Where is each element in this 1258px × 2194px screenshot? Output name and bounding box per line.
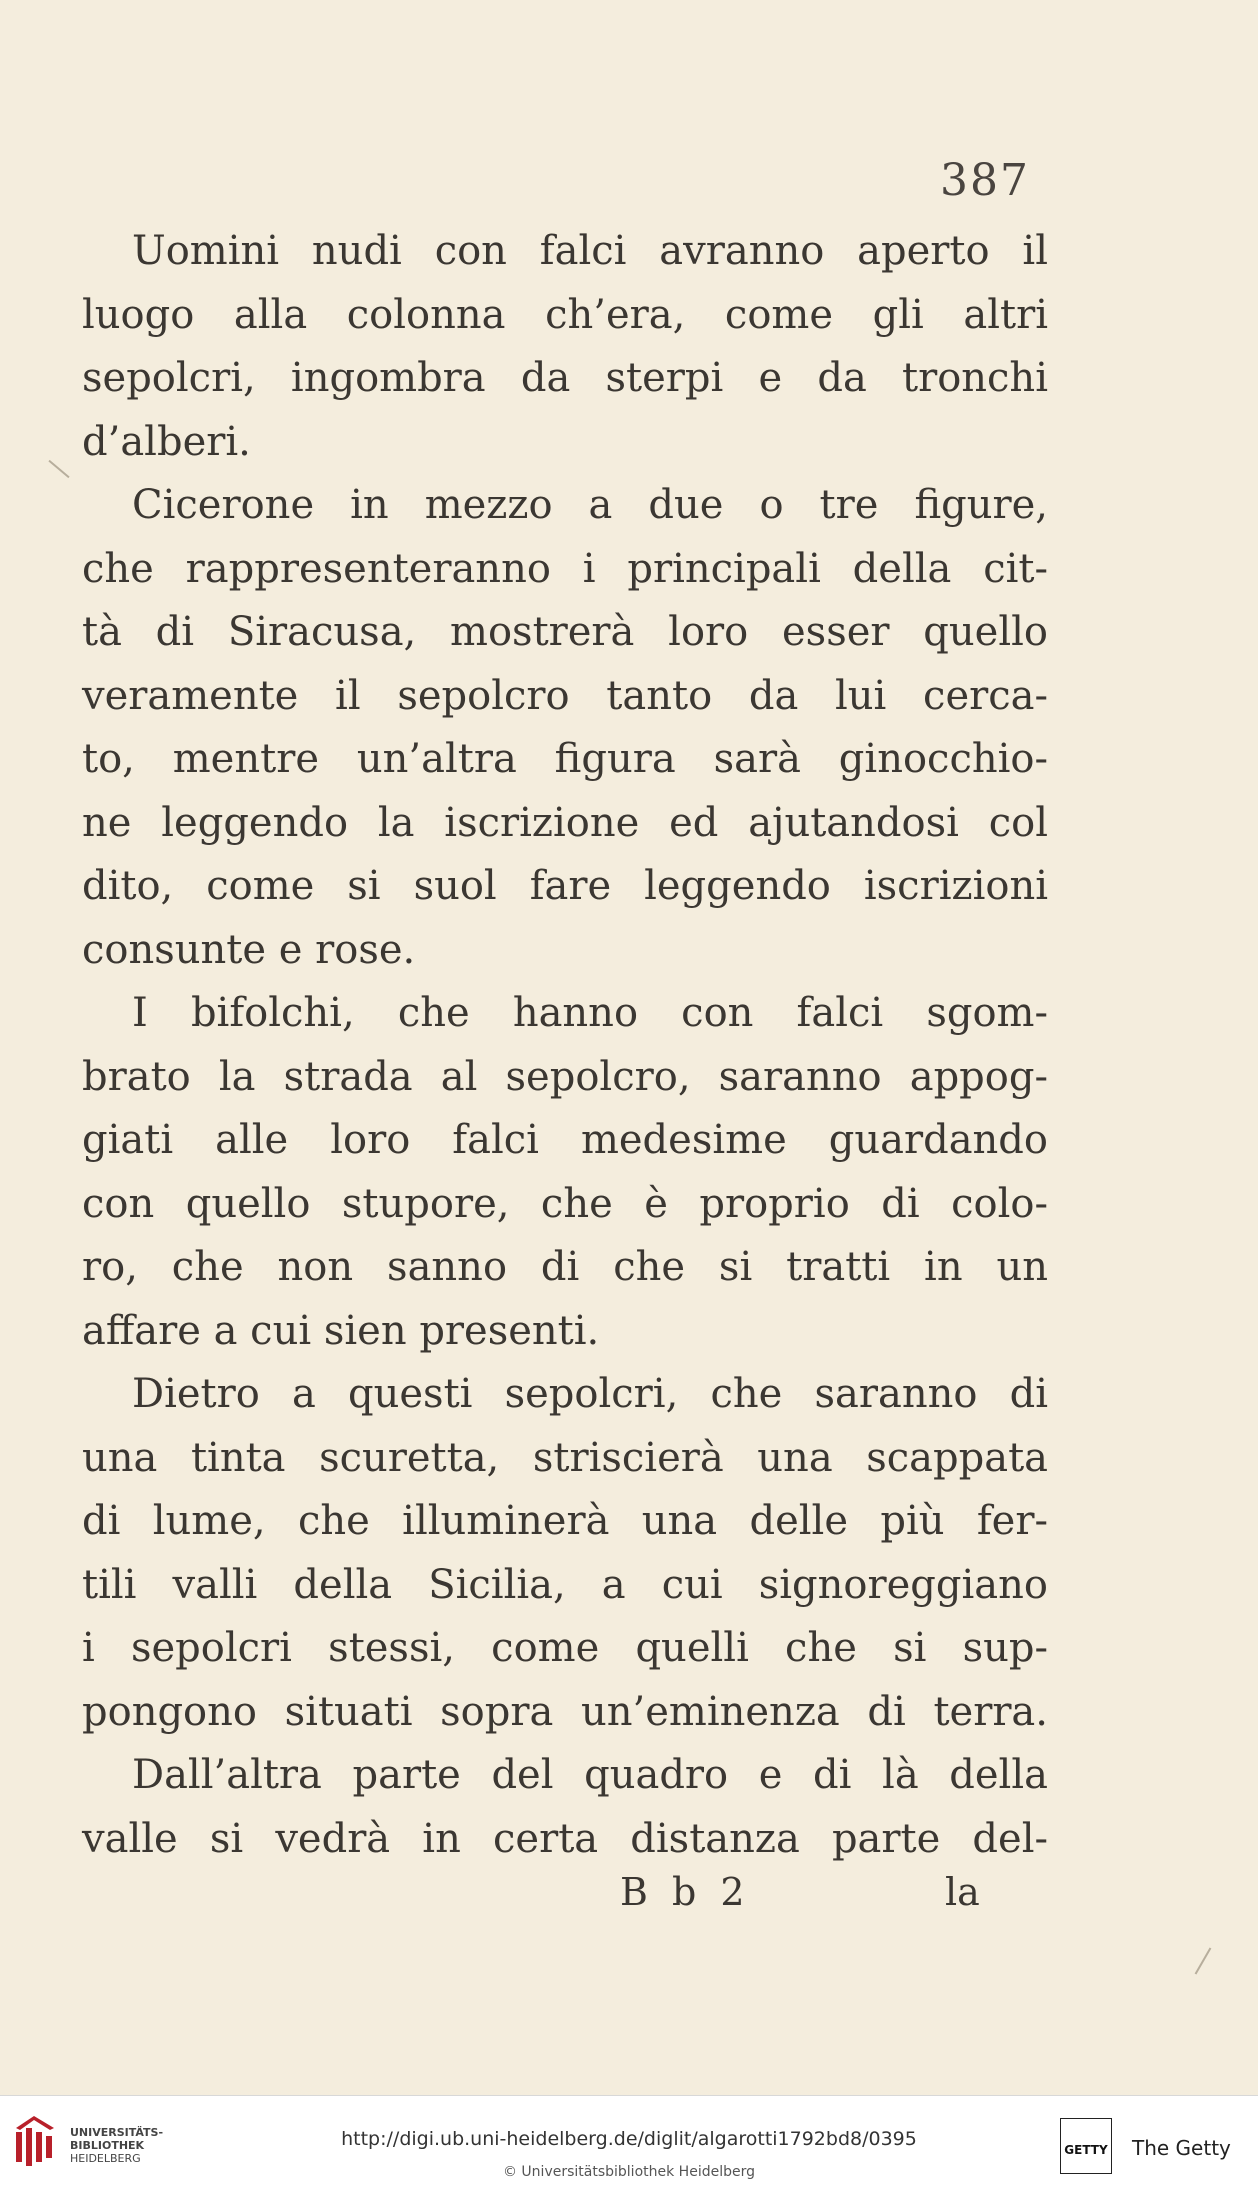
text-line: consunte e rose. (82, 926, 416, 973)
text-line: I bifolchi, che hanno con falci sgom- (132, 990, 1048, 1036)
body-text (82, 220, 1048, 1871)
catchword: la (945, 1870, 980, 1914)
getty-logo-icon[interactable] (1060, 2118, 1112, 2174)
library-line-1: UNIVERSITÄTS- (70, 2126, 164, 2139)
text-line: valle si vedrà in certa distanza parte del- (82, 1815, 1048, 1862)
text-line: che rappresenteranno i principali della cit- (82, 545, 1048, 592)
text-line: Uomini nudi con falci avranno aperto il (132, 228, 1048, 274)
text-line: pongono situati sopra un’eminenza di terra. (82, 1688, 1048, 1735)
text-line: ro, che non sanno di che si tratti in un (82, 1244, 1048, 1290)
text-line: veramente il sepolcro tanto da lui cerca- (82, 672, 1048, 719)
text-line: ne leggendo la iscrizione ed ajutandosi col (82, 799, 1048, 846)
text-line: brato la strada al sepolcro, saranno appog- (82, 1053, 1048, 1100)
library-line-2: BIBLIOTHEK (70, 2139, 145, 2152)
permalink-url[interactable]: http://digi.ub.uni-heidelberg.de/diglit/algarotti1792bd8/0395 (341, 2128, 917, 2150)
scan-mark (48, 460, 69, 478)
text-line: i sepolcri stessi, come quelli che si sup- (82, 1625, 1048, 1671)
text-line: dito, come si suol fare leggendo iscrizioni (82, 863, 1048, 909)
text-line: tà di Siracusa, mostrerà loro esser quello (82, 609, 1048, 655)
text-line: giati alle loro falci medesime guardando (82, 1117, 1048, 1163)
text-line: Cicerone in mezzo a due o tre figure, (132, 482, 1048, 528)
text-line: luogo alla colonna ch’era, come gli altri (82, 291, 1048, 338)
library-line-3: HEIDELBERG (70, 2152, 141, 2165)
page-number: 387 (940, 155, 1030, 206)
text-line: di lume, che illuminerà una delle più fer- (82, 1498, 1048, 1544)
text-line: con quello stupore, che è proprio di colo- (82, 1180, 1048, 1227)
scan-mark (1195, 1948, 1212, 1975)
text-line: sepolcri, ingombra da sterpi e da tronchi (82, 355, 1048, 401)
text-line: Dietro a questi sepolcri, che saranno di (132, 1371, 1048, 1417)
text-line: Dall’altra parte del quadro e di là della (132, 1752, 1048, 1798)
copyright-text: © Universitätsbibliothek Heidelberg (502, 2164, 755, 2180)
text-line: tili valli della Sicilia, a cui signoreggiano (82, 1561, 1048, 1608)
getty-label: The Getty (1132, 2136, 1231, 2160)
getty-logo-text: GETTY (1064, 2143, 1108, 2157)
signature-mark: B b 2 (620, 1870, 751, 1914)
text-line: affare a cui sien presenti. (82, 1307, 600, 1354)
text-line: una tinta scuretta, striscierà una scappata (82, 1434, 1048, 1481)
footer-bar (0, 2095, 1258, 2194)
text-line: d’alberi. (82, 418, 251, 465)
text-line: to, mentre un’altra figura sarà ginocchio- (82, 736, 1048, 782)
